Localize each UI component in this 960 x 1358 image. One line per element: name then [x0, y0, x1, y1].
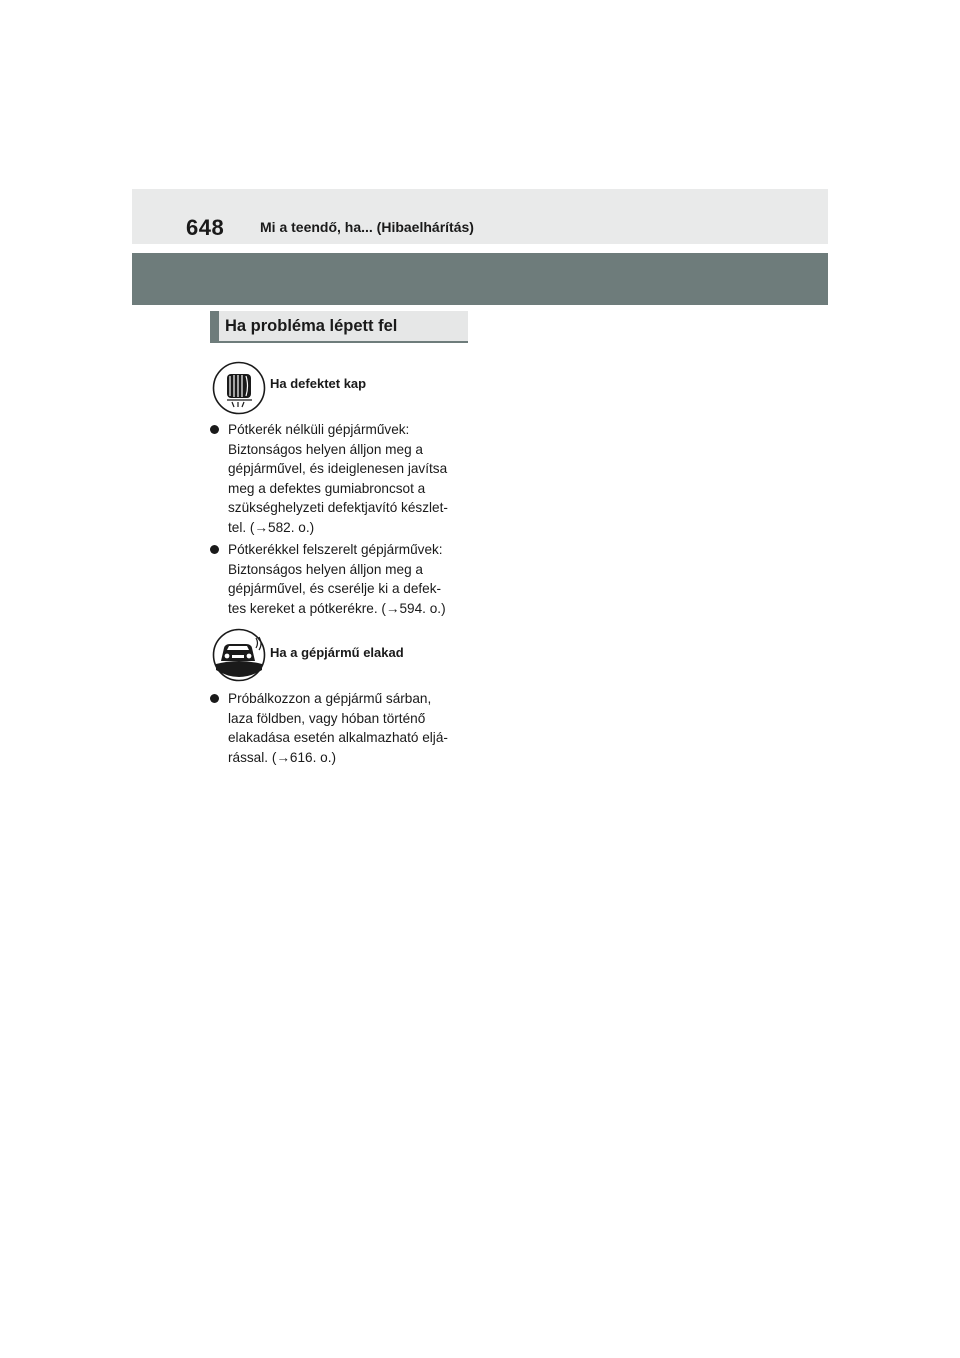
text-line: meg a defektes gumiabroncsot a — [228, 480, 426, 496]
section-heading-text: Ha probléma lépett fel — [225, 317, 398, 335]
text-line: tel. (→582. o.) — [228, 519, 315, 535]
text-line: Pótkerék nélküli gépjárművek: — [228, 422, 410, 437]
bullet-dot — [210, 694, 219, 703]
section-heading — [210, 311, 468, 343]
text-line: elakadása esetén alkalmazható eljá- — [228, 730, 448, 745]
stuck-car-icon — [212, 628, 266, 682]
text-line: szükséghelyzeti defektjavító készlet- — [228, 500, 448, 515]
chapter-title: Mi a teendő, ha... (Hibaelhárítás) — [260, 219, 474, 235]
topic-label-flat-tire: Ha defektet kap — [270, 376, 367, 391]
text-line: Pótkerékkel felszerelt gépjárművek: — [228, 542, 443, 557]
topic-label-stuck-car: Ha a gépjármű elakad — [270, 645, 404, 660]
bullet-dot — [210, 425, 219, 434]
text-line: rással. (→616. o.) — [228, 749, 337, 765]
page-number: 648 — [186, 215, 225, 240]
text-line: laza földben, vagy hóban történő — [228, 710, 426, 726]
text-line: gépjárművel, és cserélje ki a defek- — [228, 581, 442, 596]
text-line: Biztonságos helyen álljon meg a — [228, 441, 423, 457]
bullet-dot — [210, 545, 219, 554]
header-band — [132, 189, 828, 244]
flat-tire-icon — [212, 361, 266, 415]
text-line: Biztonságos helyen álljon meg a — [228, 561, 423, 577]
text-line: Próbálkozzon a gépjármű sárban, — [228, 691, 432, 706]
text-line: tes kereket a pótkerékre. (→594. o.) — [228, 600, 446, 616]
text-line: gépjárművel, és ideiglenesen javítsa — [228, 461, 448, 476]
section-divider-bar — [132, 253, 828, 305]
